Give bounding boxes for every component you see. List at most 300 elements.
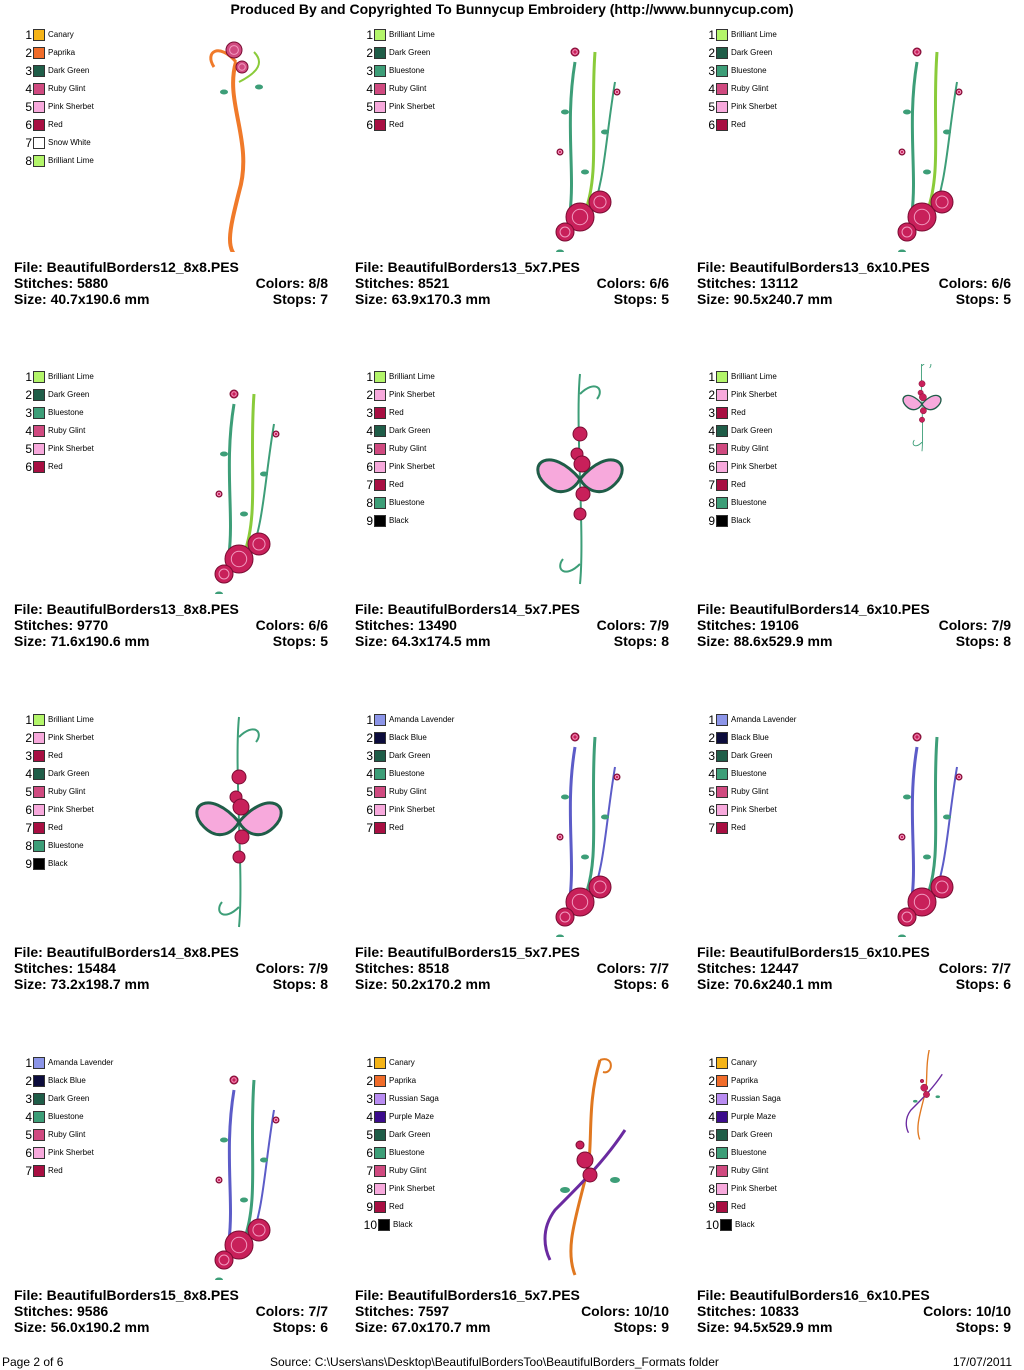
thread-color-index: 6 [366, 460, 373, 474]
embroidery-design-preview [847, 22, 997, 252]
thread-color-name: Canary [389, 1058, 415, 1067]
thread-color-index: 5 [708, 1128, 715, 1142]
thread-color-swatch [374, 461, 386, 473]
thread-color-index: 2 [708, 388, 715, 402]
color-count: Colors: 6/6 [938, 275, 1011, 291]
rose-motif [230, 1076, 238, 1084]
thread-color-swatch [33, 425, 45, 437]
rose-motif [233, 799, 249, 815]
thread-color-item [18, 1126, 113, 1144]
thread-color-index: 1 [708, 370, 715, 384]
thread-color-name: Brilliant Lime [48, 372, 94, 381]
design-card [355, 20, 685, 340]
thread-color-name: Pink Sherbet [389, 1184, 435, 1193]
vine-curl [239, 729, 259, 742]
stop-count: Stops: 5 [955, 291, 1011, 307]
rose-motif [556, 223, 574, 241]
stitch-count: Stitches: 8521 [355, 275, 450, 291]
thread-color-swatch [716, 407, 728, 419]
thread-color-swatch [374, 479, 386, 491]
embroidery-design-preview [847, 364, 997, 594]
embroidery-design-preview [164, 22, 314, 252]
design-info [14, 1287, 328, 1335]
thread-color-index: 1 [366, 713, 373, 727]
print-date: 17/07/2011 [952, 1355, 1012, 1369]
thread-color-item [18, 386, 94, 404]
thread-color-swatch [716, 29, 728, 41]
thread-color-index: 1 [366, 370, 373, 384]
thread-color-name: Black Blue [48, 1076, 86, 1085]
thread-color-name: Brilliant Lime [48, 156, 94, 165]
stop-count: Stops: 8 [955, 633, 1011, 649]
thread-color-name: Red [389, 120, 404, 129]
thread-color-item [359, 80, 435, 98]
rose-motif [232, 770, 246, 784]
thread-color-index: 1 [25, 1056, 32, 1070]
thread-color-name: Pink Sherbet [389, 102, 435, 111]
thread-color-swatch [716, 1183, 728, 1195]
thread-color-name: Brilliant Lime [389, 30, 435, 39]
vine-stem [585, 52, 595, 212]
design-card [14, 1048, 344, 1368]
thread-color-name: Pink Sherbet [731, 462, 777, 471]
thread-color-item [359, 62, 435, 80]
thread-color-swatch [374, 786, 386, 798]
thread-color-list [701, 1054, 781, 1234]
rose-motif [931, 191, 953, 213]
vine-stem [244, 1080, 254, 1240]
rose-motif [236, 61, 248, 73]
rose-motif [920, 1079, 924, 1083]
thread-color-item [701, 1090, 781, 1108]
thread-color-index: 2 [366, 46, 373, 60]
leaf-motif [215, 592, 223, 595]
thread-color-swatch [374, 119, 386, 131]
thread-color-item [701, 1198, 781, 1216]
thread-color-index: 6 [366, 1146, 373, 1160]
color-count: Colors: 7/9 [596, 617, 669, 633]
thread-color-item [701, 1144, 781, 1162]
thread-color-name: Ruby Glint [389, 444, 427, 453]
thread-color-index: 9 [366, 514, 373, 528]
file-name: File: BeautifulBorders13_5x7.PES [355, 259, 580, 275]
rose-motif [574, 456, 590, 472]
file-name: File: BeautifulBorders16_6x10.PES [697, 1287, 930, 1303]
embroidery-design-preview [164, 707, 314, 937]
thread-color-name: Black Blue [389, 733, 427, 742]
color-count: Colors: 7/7 [596, 960, 669, 976]
rose-motif [571, 733, 579, 741]
thread-color-item [18, 62, 94, 80]
rose-motif [583, 1168, 597, 1182]
thread-color-name: Pink Sherbet [48, 805, 94, 814]
heart-motif [197, 717, 281, 927]
thread-color-swatch [716, 65, 728, 77]
thread-color-name: Red [48, 1166, 63, 1175]
file-name: File: BeautifulBorders13_8x8.PES [14, 601, 239, 617]
thread-color-item [701, 1108, 781, 1126]
vine-stem [912, 747, 917, 897]
design-size: Size: 50.2x170.2 mm [355, 976, 491, 992]
thread-color-swatch [716, 1075, 728, 1087]
thread-color-index: 7 [25, 821, 32, 835]
thread-color-index: 2 [25, 388, 32, 402]
design-card [355, 1048, 685, 1368]
stop-count: Stops: 9 [955, 1319, 1011, 1335]
leaf-motif [903, 795, 911, 800]
thread-color-item [18, 404, 94, 422]
embroidery-design-preview [164, 364, 314, 594]
thread-color-item [359, 386, 435, 404]
thread-color-index: 3 [25, 406, 32, 420]
thread-color-index: 3 [25, 1092, 32, 1106]
thread-color-item [701, 494, 777, 512]
thread-color-index: 1 [366, 28, 373, 42]
thread-color-index: 3 [708, 749, 715, 763]
leaf-motif [581, 855, 589, 860]
thread-color-swatch [33, 443, 45, 455]
thread-color-index: 7 [708, 1164, 715, 1178]
stop-count: Stops: 6 [955, 976, 1011, 992]
design-info [697, 259, 1011, 307]
thread-color-item [359, 26, 435, 44]
thread-color-swatch [716, 714, 728, 726]
thread-color-item [18, 152, 94, 170]
thread-color-item [359, 1090, 439, 1108]
thread-color-swatch [33, 1147, 45, 1159]
color-count: Colors: 6/6 [255, 617, 328, 633]
thread-color-index: 3 [708, 406, 715, 420]
thread-color-index: 4 [366, 424, 373, 438]
thread-color-index: 9 [708, 514, 715, 528]
thread-color-index: 2 [366, 388, 373, 402]
design-size: Size: 88.6x529.9 mm [697, 633, 833, 649]
thread-color-item [359, 1108, 439, 1126]
leaf-motif [943, 130, 951, 135]
thread-color-name: Black [48, 859, 68, 868]
page-number: Page 2 of 6 [2, 1355, 64, 1369]
rose-motif [589, 876, 611, 898]
thread-color-swatch [374, 1057, 386, 1069]
thread-color-item [701, 368, 777, 386]
thread-color-name: Bluestone [389, 66, 425, 75]
thread-color-name: Ruby Glint [389, 1166, 427, 1175]
thread-color-name: Pink Sherbet [731, 390, 777, 399]
thread-color-index: 6 [25, 118, 32, 132]
thread-color-swatch [374, 443, 386, 455]
design-size: Size: 67.0x170.7 mm [355, 1319, 491, 1335]
thread-color-swatch [716, 389, 728, 401]
thread-color-swatch [716, 443, 728, 455]
thread-color-swatch [716, 101, 728, 113]
thread-color-item [18, 80, 94, 98]
thread-color-index: 8 [366, 1182, 373, 1196]
thread-color-name: Ruby Glint [48, 426, 86, 435]
stop-count: Stops: 9 [613, 1319, 669, 1335]
thread-color-swatch [33, 714, 45, 726]
file-name: File: BeautifulBorders14_8x8.PES [14, 944, 239, 960]
design-info [697, 944, 1011, 992]
leaf-motif [556, 935, 564, 938]
thread-color-name: Dark Green [389, 751, 431, 760]
rose-motif [913, 48, 921, 56]
thread-color-index: 2 [708, 1074, 715, 1088]
leaf-motif [556, 250, 564, 253]
thread-color-index: 4 [708, 82, 715, 96]
design-size: Size: 40.7x190.6 mm [14, 291, 150, 307]
design-info [355, 601, 669, 649]
thread-color-swatch [374, 822, 386, 834]
thread-color-swatch [716, 750, 728, 762]
stitch-count: Stitches: 10833 [697, 1303, 799, 1319]
thread-color-index: 1 [366, 1056, 373, 1070]
thread-color-swatch [374, 83, 386, 95]
thread-color-list [359, 1054, 439, 1234]
thread-color-index: 5 [366, 100, 373, 114]
design-info [355, 1287, 669, 1335]
thread-color-name: Red [731, 1202, 746, 1211]
thread-color-swatch [374, 1075, 386, 1087]
thread-color-item [18, 729, 94, 747]
thread-color-item [359, 440, 435, 458]
file-name: File: BeautifulBorders13_6x10.PES [697, 259, 930, 275]
vine-stem [230, 62, 243, 252]
thread-color-item [359, 404, 435, 422]
leaf-motif [898, 250, 906, 253]
thread-color-name: Red [389, 823, 404, 832]
stop-count: Stops: 8 [272, 976, 328, 992]
thread-color-swatch [33, 840, 45, 852]
file-name: File: BeautifulBorders12_8x8.PES [14, 259, 239, 275]
thread-color-name: Red [731, 120, 746, 129]
thread-color-item [18, 26, 94, 44]
vine-stem [912, 62, 917, 212]
thread-color-item [701, 44, 777, 62]
thread-color-item [18, 1144, 113, 1162]
thread-color-list [701, 26, 777, 134]
thread-color-name: Bluestone [389, 1148, 425, 1157]
thread-color-swatch [374, 47, 386, 59]
thread-color-swatch [374, 1165, 386, 1177]
thread-color-name: Dark Green [389, 1130, 431, 1139]
thread-color-swatch [716, 371, 728, 383]
thread-color-item [18, 1072, 113, 1090]
design-info [14, 601, 328, 649]
thread-color-swatch [33, 461, 45, 473]
thread-color-index: 6 [366, 118, 373, 132]
thread-color-item [701, 747, 796, 765]
thread-color-swatch [33, 29, 45, 41]
thread-color-name: Red [731, 823, 746, 832]
rose-motif [571, 48, 579, 56]
thread-color-index: 2 [25, 1074, 32, 1088]
leaf-motif [240, 512, 248, 517]
thread-color-index: 6 [25, 803, 32, 817]
thread-color-item [701, 765, 796, 783]
thread-color-name: Bluestone [731, 66, 767, 75]
thread-color-index: 5 [366, 442, 373, 456]
thread-color-item [359, 1144, 439, 1162]
thread-color-swatch [33, 1111, 45, 1123]
thread-color-name: Amanda Lavender [731, 715, 797, 724]
rose-motif [215, 565, 233, 583]
thread-color-name: Red [48, 462, 63, 471]
thread-color-name: Dark Green [48, 66, 90, 75]
thread-color-swatch [374, 768, 386, 780]
rose-motif [589, 191, 611, 213]
stop-count: Stops: 7 [272, 291, 328, 307]
thread-color-swatch [374, 750, 386, 762]
file-name: File: BeautifulBorders16_5x7.PES [355, 1287, 580, 1303]
thread-color-swatch [716, 83, 728, 95]
thread-color-index: 4 [366, 82, 373, 96]
thread-color-index: 9 [25, 857, 32, 871]
embroidery-design-preview [164, 1050, 314, 1280]
thread-color-name: Ruby Glint [731, 84, 769, 93]
thread-color-name: Paprika [731, 1076, 759, 1085]
stitch-count: Stitches: 9770 [14, 617, 109, 633]
thread-color-swatch [716, 479, 728, 491]
design-size: Size: 63.9x170.3 mm [355, 291, 491, 307]
stop-count: Stops: 8 [613, 633, 669, 649]
design-card [355, 705, 685, 1025]
design-info [355, 944, 669, 992]
thread-color-index: 4 [708, 424, 715, 438]
design-card [697, 362, 1024, 682]
design-info [697, 1287, 1011, 1335]
thread-color-item [701, 422, 777, 440]
thread-color-swatch [716, 47, 728, 59]
rose-motif [574, 508, 586, 520]
design-info [14, 259, 328, 307]
color-count: Colors: 7/9 [255, 960, 328, 976]
thread-color-swatch [33, 119, 45, 131]
vine-stem [229, 1090, 234, 1240]
thread-color-item [18, 98, 94, 116]
vine-curl [922, 364, 931, 368]
stop-count: Stops: 6 [613, 976, 669, 992]
thread-color-swatch [374, 1093, 386, 1105]
rose-motif [898, 223, 916, 241]
thread-color-index: 1 [708, 28, 715, 42]
leaf-motif [581, 170, 589, 175]
thread-color-item [18, 801, 94, 819]
rose-motif [576, 1141, 584, 1149]
thread-color-swatch [716, 1093, 728, 1105]
source-path: Source: C:\Users\ans\Desktop\BeautifulBordersToo\BeautifulBorders_Formats folder [270, 1355, 719, 1369]
stop-count: Stops: 5 [613, 291, 669, 307]
thread-color-swatch [716, 461, 728, 473]
thread-color-item [18, 819, 94, 837]
thread-color-item [701, 1180, 781, 1198]
thread-color-index: 10 [363, 1218, 377, 1232]
thread-color-item [359, 1054, 439, 1072]
leaf-motif [220, 1138, 228, 1143]
thread-color-name: Purple Maze [389, 1112, 434, 1121]
thread-color-swatch [33, 47, 45, 59]
vine-stem [244, 394, 254, 554]
leaf-motif [260, 472, 268, 477]
thread-color-swatch [374, 389, 386, 401]
thread-color-swatch [374, 101, 386, 113]
rose-motif [233, 851, 245, 863]
heart-motif [903, 364, 941, 451]
thread-color-name: Dark Green [48, 769, 90, 778]
thread-color-name: Bluestone [389, 498, 425, 507]
thread-color-item [18, 458, 94, 476]
rose-motif [919, 381, 925, 387]
rose-motif [226, 42, 242, 58]
leaf-motif [560, 1187, 570, 1193]
thread-color-index: 4 [25, 1110, 32, 1124]
thread-color-name: Dark Green [389, 426, 431, 435]
vine-stem [585, 737, 595, 897]
color-count: Colors: 7/7 [938, 960, 1011, 976]
thread-color-swatch [33, 389, 45, 401]
thread-color-name: Pink Sherbet [731, 805, 777, 814]
thread-color-list [18, 368, 94, 476]
thread-color-name: Red [731, 480, 746, 489]
thread-color-name: Ruby Glint [731, 787, 769, 796]
design-size: Size: 70.6x240.1 mm [697, 976, 833, 992]
thread-color-list [18, 711, 94, 873]
thread-color-item [701, 783, 796, 801]
thread-color-name: Ruby Glint [389, 787, 427, 796]
thread-color-index: 4 [25, 82, 32, 96]
design-size: Size: 94.5x529.9 mm [697, 1319, 833, 1335]
thread-color-item [701, 98, 777, 116]
thread-color-item [701, 1126, 781, 1144]
thread-color-index: 2 [366, 1074, 373, 1088]
thread-color-item [359, 747, 454, 765]
thread-color-item [359, 1126, 439, 1144]
thread-color-index: 4 [366, 767, 373, 781]
thread-color-name: Bluestone [389, 769, 425, 778]
vine-stem [545, 1130, 625, 1260]
thread-color-swatch [374, 515, 386, 527]
thread-color-item [701, 729, 796, 747]
thread-color-index: 5 [708, 100, 715, 114]
rose-motif [920, 408, 926, 414]
thread-color-swatch [378, 1219, 390, 1231]
rose-motif [913, 733, 921, 741]
stitch-count: Stitches: 12447 [697, 960, 799, 976]
embroidery-design-preview [505, 364, 655, 594]
thread-color-index: 7 [366, 1164, 373, 1178]
thread-color-index: 7 [25, 1164, 32, 1178]
thread-color-index: 1 [708, 1056, 715, 1070]
color-count: Colors: 8/8 [255, 275, 328, 291]
rose-motif [248, 533, 270, 555]
thread-color-swatch [33, 1057, 45, 1069]
thread-color-name: Amanda Lavender [48, 1058, 114, 1067]
stitch-count: Stitches: 8518 [355, 960, 450, 976]
thread-color-swatch [374, 1201, 386, 1213]
page-header: Produced By and Copyrighted To Bunnycup Embroidery (http://www.bunnycup.com) [230, 1, 794, 17]
thread-color-item [701, 1054, 781, 1072]
sprig-motif [545, 1059, 625, 1275]
color-count: Colors: 10/10 [923, 1303, 1011, 1319]
thread-color-item [18, 134, 94, 152]
thread-color-name: Bluestone [48, 841, 84, 850]
heart-motif [538, 374, 622, 584]
thread-color-item [701, 476, 777, 494]
stitch-count: Stitches: 19106 [697, 617, 799, 633]
thread-color-index: 5 [25, 785, 32, 799]
thread-color-index: 3 [708, 64, 715, 78]
leaf-motif [903, 110, 911, 115]
thread-color-index: 3 [25, 749, 32, 763]
